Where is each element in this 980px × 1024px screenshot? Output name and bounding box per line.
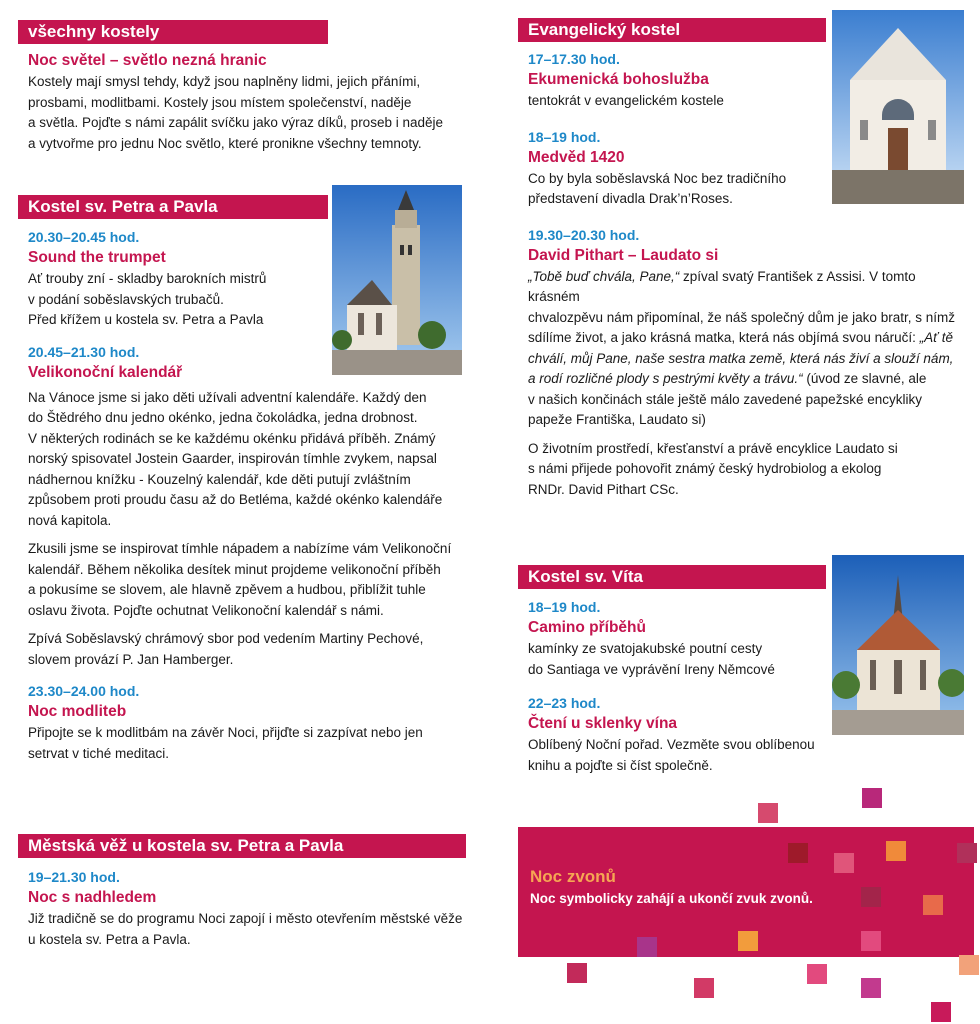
- text-line: papeže Františka, Laudato si): [528, 412, 706, 427]
- quote-text: „Tobě buď chvála, Pane,“: [528, 268, 680, 284]
- event-description: [28, 269, 468, 331]
- section-header-town-tower: Městská věž u kostela sv. Petra a Pavla: [18, 834, 466, 858]
- text-line: a vytvořme pro jednu Noc světlo, které pronikne všechny temnoty.: [28, 135, 422, 151]
- text-span: (úvod ze slavné, ale: [802, 371, 927, 386]
- text-line: nová kapitola.: [28, 512, 112, 528]
- text-line: a světla. Pojďte s námi zapálit svíčku jako výraz díků, proseb i naděje: [28, 115, 443, 130]
- decor-square: [834, 853, 854, 873]
- event-title: Noc modliteb: [28, 703, 127, 720]
- event-description: [528, 639, 968, 680]
- section-all-churches: [28, 50, 468, 154]
- decor-square: [861, 931, 881, 951]
- event-time: 23.30–24.00 hod.: [28, 683, 140, 699]
- event-time: 19–21.30 hod.: [28, 869, 120, 885]
- section-header-st-vitus: Kostel sv. Víta: [518, 565, 826, 589]
- text-line: [528, 267, 968, 308]
- text-line: Co by byla soběslavská Noc bez tradičního: [528, 170, 787, 186]
- section-header-st-peter-paul: Kostel sv. Petra a Pavla: [18, 195, 328, 219]
- text-line: Připojte se k modlitbám na závěr Noci, přijďte si zazpívat nebo jen: [28, 725, 423, 740]
- event-description: [528, 267, 968, 501]
- decor-square: [694, 978, 714, 998]
- decor-square: [959, 955, 979, 975]
- text-line: s námi přijede pohovořit známý český hydrobiolog a ekolog: [528, 461, 882, 476]
- decor-square: [637, 937, 657, 957]
- event-title: Čtení u sklenky vína: [528, 715, 678, 732]
- event-title: David Pithart – Laudato si: [528, 246, 719, 264]
- text-line: RNDr. David Pithart CSc.: [528, 481, 679, 497]
- text-line: Již tradičně se do programu Noci zapojí i město otevřením městské věže: [28, 911, 463, 926]
- decor-square: [758, 803, 778, 823]
- decor-square: [931, 1002, 951, 1022]
- text-line: do Štědrého dnu jedno okénko, jedna čokoládka, jedna drobnost.: [28, 410, 418, 425]
- bell-night-text: Noc symbolicky zahájí a ukončí zvuk zvonů.: [530, 891, 813, 906]
- text-line: a pokusíme se slovem, ale hlavně zpěvem a hudbou, přiblížit tuhle: [28, 582, 426, 597]
- text-line: v našich končinách stále ještě málo zavedené papežské encykliky: [528, 391, 922, 407]
- text-line: kamínky ze svatojakubské poutní cesty: [528, 641, 763, 656]
- event-description: [28, 388, 468, 671]
- text-line: prosbami, modlitbami. Kostely jsou místem společenství, naděje: [28, 94, 412, 110]
- section-st-peter-paul: [28, 228, 468, 764]
- text-line: Na Vánoce jsme si jako děti užívali adventní kalendáře. Každý den: [28, 389, 427, 405]
- text-line: Zpívá Soběslavský chrámový sbor pod vedením Martiny Pechové,: [28, 631, 424, 646]
- text-line: Ať trouby zní - skladby barokních mistrů: [28, 271, 267, 286]
- event-time: 18–19 hod.: [528, 599, 601, 615]
- event-description: [28, 72, 468, 154]
- text-line: [528, 349, 968, 370]
- event-description: [28, 723, 468, 764]
- decor-square: [807, 964, 827, 984]
- text-line: chvalozpěvu nám připomínal, že náš společný dům je jako bratr, s nímž: [528, 309, 955, 325]
- event-time: 19.30–20.30 hod.: [528, 226, 640, 243]
- section-st-vitus: [528, 598, 968, 776]
- event-time: 20.30–20.45 hod.: [28, 229, 140, 245]
- text-line: do Santiaga ve vyprávění Ireny Němcové: [528, 661, 775, 677]
- text-line: setrvat v tiché meditaci.: [28, 745, 170, 761]
- text-line: slovem provází P. Jan Hamberger.: [28, 651, 234, 667]
- text-line: Oblíbený Noční pořad. Vezměte svou oblíbenou: [528, 737, 815, 752]
- decor-square: [862, 788, 882, 808]
- event-time: 22–23 hod.: [528, 695, 601, 711]
- text-line: [528, 369, 968, 390]
- event-title: Camino příběhů: [528, 619, 646, 636]
- text-line: knihu a pojďte si číst společně.: [528, 757, 713, 773]
- decor-square: [861, 887, 881, 907]
- quote-text: „Ať tě: [919, 330, 953, 345]
- decor-square: [861, 978, 881, 998]
- event-description: [528, 91, 968, 112]
- section-evangelical-church: [528, 50, 968, 500]
- text-line: Kostely mají smysl tehdy, když jsou naplněny lidmi, jejich přáními,: [28, 74, 421, 89]
- text-line: u kostela sv. Petra a Pavla.: [28, 931, 191, 947]
- event-title: Noc s nadhledem: [28, 889, 157, 906]
- text-line: způsobem proti proudu času až do Betléma, každé okénko kalendáře: [28, 492, 443, 507]
- text-line: norský spisovatel Jostein Gaarder, inspirován tímhle zvykem, napsal: [28, 451, 437, 466]
- section-town-tower: [28, 868, 468, 950]
- text-span: zpíval svatý František z Assisi. V tomto krásném: [528, 268, 916, 304]
- text-line: O životním prostředí, křesťanství a právě encyklice Laudato si: [528, 440, 898, 456]
- bell-night-title: Noc zvonů: [530, 867, 616, 886]
- event-title: Noc světel – světlo nezná hranic: [28, 52, 267, 69]
- event-title: Sound the trumpet: [28, 249, 166, 266]
- decor-square: [886, 841, 906, 861]
- text-line: Před křížem u kostela sv. Petra a Pavla: [28, 312, 264, 327]
- text-line: představení divadla Drak’n’Roses.: [528, 191, 733, 206]
- text-line: Zkusili jsme se inspirovat tímhle nápadem a nabízíme vám Velikonoční: [28, 541, 452, 556]
- decor-square: [738, 931, 758, 951]
- event-description: [528, 169, 968, 210]
- decor-square: [788, 843, 808, 863]
- event-title: Ekumenická bohoslužba: [528, 71, 709, 88]
- text-line: oslavu života. Pojďte ochutnat Velikonoční kalendář s námi.: [28, 602, 384, 618]
- event-title: Medvěd 1420: [528, 148, 625, 166]
- decor-square: [923, 895, 943, 915]
- quote-text: chválí, můj Pane, naše sestra matka země, která nás živí a slouží nám,: [528, 350, 954, 366]
- section-header-evangelical-church: Evangelický kostel: [518, 18, 826, 42]
- section-header-all-churches: všechny kostely: [18, 20, 328, 44]
- text-line: V některých rodinách se ke každému okénku přidává příběh. Známý: [28, 430, 436, 446]
- text-line: tentokrát v evangelickém kostele: [528, 93, 724, 108]
- text-line: nádhernou knížku - Kouzelný kalendář, kde děti putují zvláštním: [28, 471, 411, 487]
- decor-square: [567, 963, 587, 983]
- event-description: [28, 909, 468, 950]
- event-time: 17–17.30 hod.: [528, 51, 620, 67]
- text-line: v podání soběslavských trubačů.: [28, 291, 224, 307]
- text-line: [528, 328, 968, 349]
- text-span: sdílíme život, a jako krásná matka, která nás objímá svou náručí:: [528, 330, 920, 345]
- event-title: Velikonoční kalendář: [28, 363, 183, 381]
- event-time: 20.45–21.30 hod.: [28, 343, 140, 360]
- decor-square: [957, 843, 977, 863]
- text-line: kalendář. Během několika desítek minut projdeme velikonoční příběh: [28, 561, 441, 577]
- event-description: [528, 735, 968, 776]
- event-time: 18–19 hod.: [528, 128, 601, 145]
- quote-text: a rodí rozličné plody s pestrými květy a trávu.“: [528, 371, 803, 386]
